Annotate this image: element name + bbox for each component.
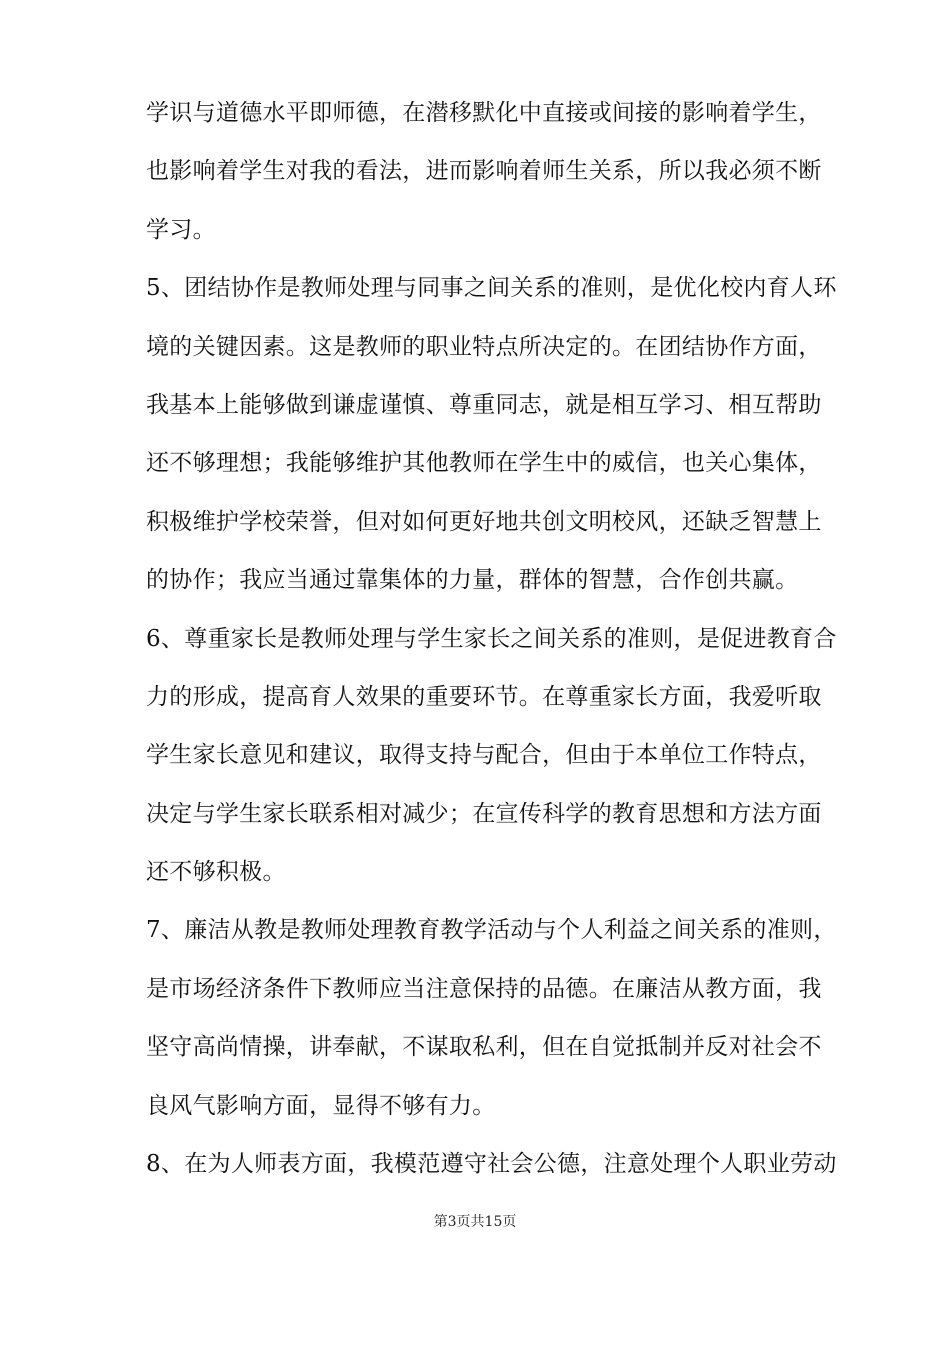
body-text [146, 84, 837, 1193]
text-line: 良风气影响方面，显得不够有力。 [146, 1092, 496, 1119]
text-line: 8、在为人师表方面，我模范遵守社会公德，注意处理个人职业劳动 [146, 1151, 837, 1178]
text-line: 决定与学生家长联系相对减少；在宣传科学的教育思想和方法方面 [146, 800, 822, 827]
text-line: 积极维护学校荣誉，但对如何更好地共创文明校风，还缺乏智慧上 [146, 508, 822, 535]
text-line: 学识与道德水平即师德，在潜移默化中直接或间接的影响着学生， [146, 100, 822, 126]
text-line: 6、尊重家长是教师处理与学生家长之间关系的准则，是促进教育合 [146, 625, 837, 652]
text-line: 还不够理想；我能够维护其他教师在学生中的威信，也关心集体， [146, 450, 822, 477]
text-line: 学生家长意见和建议，取得支持与配合，但由于本单位工作特点， [146, 742, 822, 769]
text-line: 7、廉洁从教是教师处理教育教学活动与个人利益之间关系的准则， [146, 917, 837, 944]
text-line: 5、团结协作是教师处理与同事之间关系的准则，是优化校内育人环 [146, 275, 837, 302]
text-line: 力的形成，提高育人效果的重要环节。在尊重家长方面，我爱听取 [146, 683, 822, 710]
text-line: 我基本上能够做到谦虚谨慎、尊重同志，就是相互学习、相互帮助 [146, 391, 822, 418]
text-line: 坚守高尚情操，讲奉献，不谋取私利，但在自觉抵制并反对社会不 [146, 1034, 822, 1061]
text-line: 境的关键因素。这是教师的职业特点所决定的。在团结协作方面， [146, 333, 822, 360]
page-number-footer: 第3页共15页 [433, 1214, 517, 1230]
text-line: 的协作；我应当通过靠集体的力量，群体的智慧，合作创共赢。 [146, 567, 799, 594]
text-line: 学习。 [146, 216, 216, 243]
text-line: 是市场经济条件下教师应当注意保持的品德。在廉洁从教方面，我 [146, 975, 822, 1002]
text-line: 还不够积极。 [146, 859, 286, 886]
text-line: 也影响着学生对我的看法，进而影响着师生关系，所以我必须不断 [146, 158, 822, 185]
